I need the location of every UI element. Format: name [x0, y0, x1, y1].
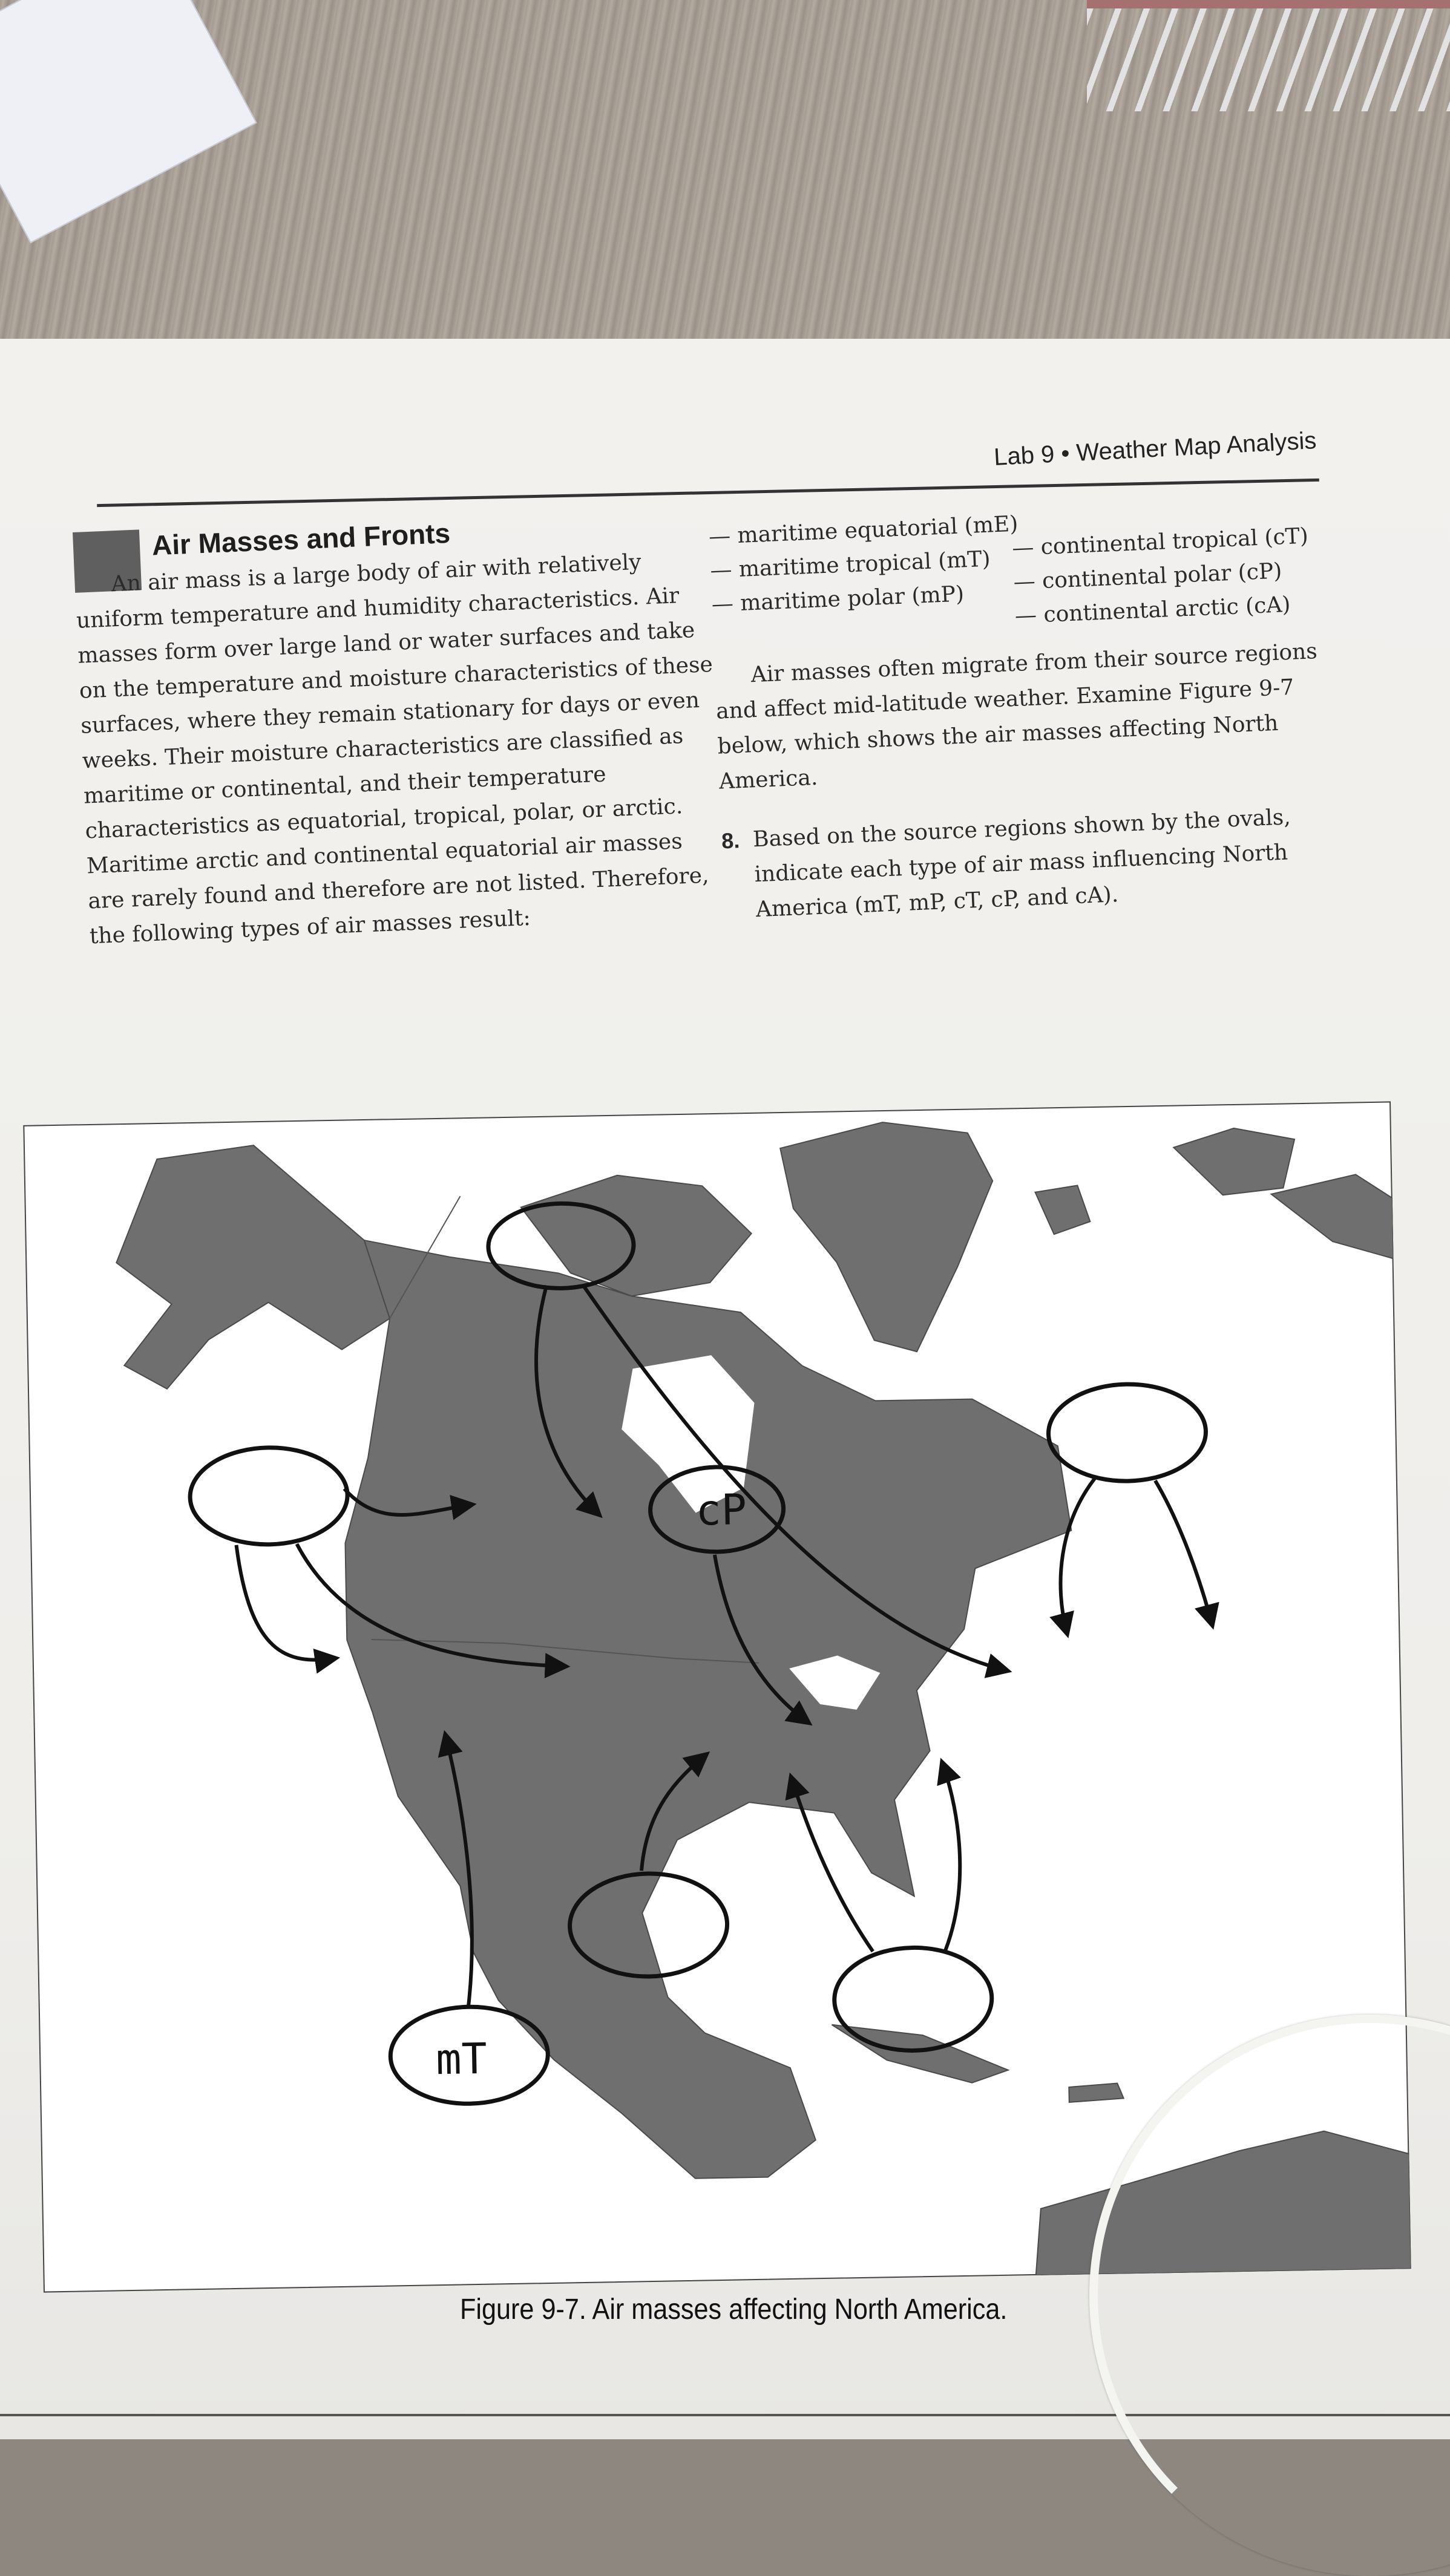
lab-title: Weather Map Analysis [1075, 427, 1317, 466]
left-column [73, 506, 725, 954]
intro-paragraph: An air mass is a large body of air with relatively uniform temperature and humidity characteristics. Air masses form over large land or water surfaces and take on the temperature and moisture characteristics of these surfaces, where they remain stationary for days or even weeks. Their moisture characteristics are classified as maritime or continental, and their temperature characteristics as equatorial, tropical, polar, or arctic. Maritime arctic and continental equatorial air masses are rarely found and therefore are not listed. Therefore, the following types of air masses result: [76, 549, 714, 949]
right-column [708, 494, 1342, 929]
header-separator: • [1060, 440, 1071, 468]
type-cp: — continental polar (cP) [1012, 558, 1283, 595]
oval-label-canada: cP [695, 1485, 747, 1535]
type-me: — maritime equatorial (mE) [708, 511, 1019, 549]
question-number: 8. [721, 828, 741, 854]
maritime-types [708, 508, 1022, 622]
type-mp: — maritime polar (mP) [710, 581, 965, 617]
type-mt: — maritime tropical (mT) [709, 546, 991, 583]
migration-paragraph: Air masses often migrate from their source regions and affect mid-latitude weather. Examine Figure 9-7 below, which shows the air masses affecting North America. [715, 639, 1318, 794]
section-title: Air Masses and Fronts [151, 517, 451, 561]
comb [1087, 0, 1450, 111]
continental-types [1011, 520, 1311, 633]
type-ca: — continental arctic (cA) [1014, 592, 1291, 629]
caribbean-islands [1069, 2083, 1124, 2102]
lab-number: Lab 9 [993, 440, 1055, 471]
oval-label-pacific-south: mT [435, 2033, 488, 2085]
type-ct: — continental tropical (cT) [1011, 523, 1309, 561]
figure-caption: Figure 9-7. Air masses affecting North America. [460, 2293, 1008, 2326]
question-text: Based on the source regions shown by the ovals, indicate each type of air mass influencing North America (mT, mP, cT, cP, and cA). [752, 805, 1291, 923]
